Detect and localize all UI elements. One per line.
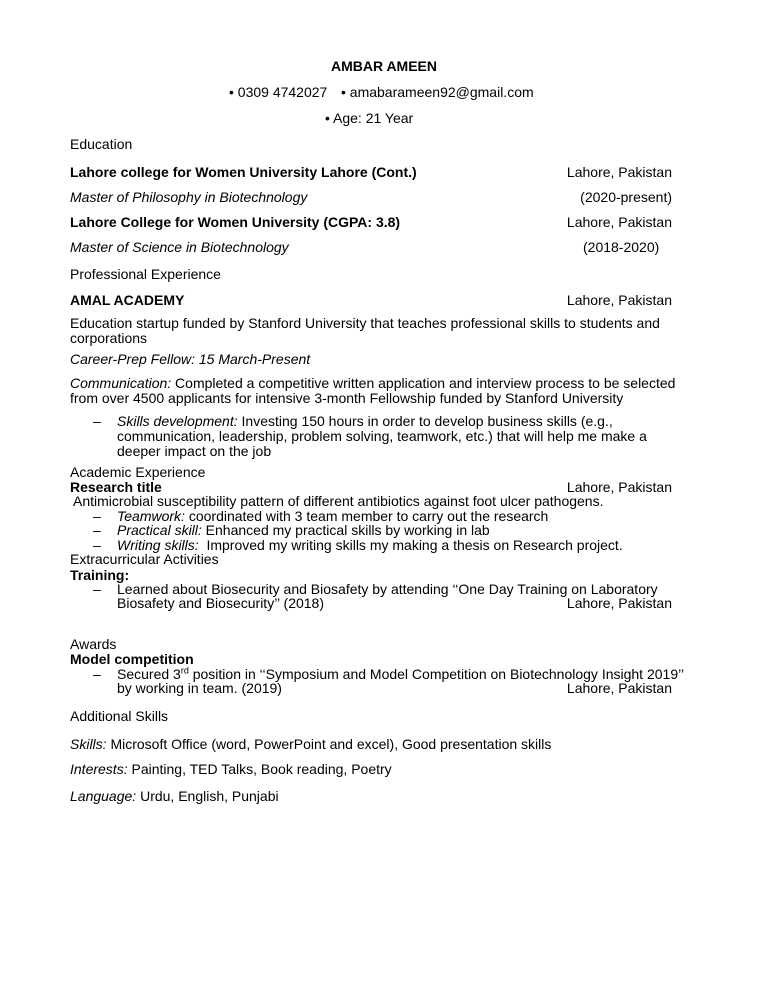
language-label: Language: bbox=[70, 788, 137, 804]
item-text: coordinated with 3 team member to carry out the research bbox=[184, 508, 549, 524]
education-location-1: Lahore, Pakistan bbox=[566, 164, 672, 180]
research-location: Lahore, Pakistan bbox=[566, 479, 672, 495]
item-text: Enhanced my practical skills by working in lab bbox=[201, 522, 490, 538]
item-label: Writing skills: bbox=[117, 537, 199, 553]
additional-heading: Additional Skills bbox=[70, 708, 169, 724]
communication-text: Completed a competitive written application and interview process to be selected bbox=[171, 375, 676, 391]
item-label: Teamwork: bbox=[117, 508, 185, 524]
awards-heading: Awards bbox=[70, 636, 117, 652]
education-degree-2: Master of Science in Biotechnology bbox=[70, 239, 289, 255]
skills-development-label: Skills development: bbox=[117, 413, 238, 429]
interests-label: Interests: bbox=[70, 761, 128, 777]
education-dates-2: (2018-2020) bbox=[583, 239, 660, 255]
bullet-dash: – bbox=[93, 581, 101, 597]
bullet-dash: – bbox=[93, 537, 101, 553]
resume-name: AMBAR AMEEN bbox=[330, 58, 438, 74]
skills-text: Microsoft Office (word, PowerPoint and excel), Good presentation skills bbox=[106, 736, 552, 752]
communication-label: Communication: bbox=[70, 375, 172, 391]
bullet-dash: – bbox=[93, 413, 101, 429]
experience-heading: Professional Experience bbox=[70, 266, 221, 282]
extracurricular-heading: Extracurricular Activities bbox=[70, 551, 219, 567]
education-location-2: Lahore, Pakistan bbox=[566, 214, 672, 230]
age: • Age: 21 Year bbox=[325, 110, 414, 126]
experience-skills-development bbox=[117, 414, 647, 459]
interests-text: Painting, TED Talks, Book reading, Poetry bbox=[127, 761, 392, 777]
experience-description bbox=[70, 316, 660, 346]
bullet-dash: – bbox=[93, 666, 101, 682]
award-superscript: rd bbox=[180, 665, 189, 676]
bullet-dash: – bbox=[93, 522, 101, 538]
award-location: Lahore, Pakistan bbox=[566, 680, 672, 696]
research-summary: Antimicrobial susceptibility pattern of different antibiotics against foot ulcer pathogens. bbox=[73, 493, 604, 509]
award-title: Model competition bbox=[70, 651, 194, 667]
education-school-2: Lahore College for Women University (CGPA: 3.8) bbox=[70, 214, 401, 230]
item-text: Improved my writing skills my making a thesis on Research project. bbox=[198, 537, 623, 553]
experience-role: Career-Prep Fellow: 15 March-Present bbox=[70, 351, 311, 367]
bullet-dash: – bbox=[93, 508, 101, 524]
experience-org: AMAL ACADEMY bbox=[70, 292, 185, 308]
additional-language bbox=[70, 789, 279, 804]
language-text: Urdu, English, Punjabi bbox=[136, 788, 279, 804]
experience-communication bbox=[70, 376, 675, 406]
skills-development-line: deeper impact on the job bbox=[117, 443, 272, 459]
experience-description-line: corporations bbox=[70, 330, 148, 346]
additional-interests bbox=[70, 762, 392, 777]
education-dates-1: (2020-present) bbox=[580, 189, 672, 205]
education-degree-1: Master of Philosophy in Biotechnology bbox=[70, 189, 308, 205]
additional-skills bbox=[70, 737, 551, 752]
research-title: Research title bbox=[70, 479, 162, 495]
award-text: Secured 3 bbox=[117, 666, 181, 682]
skills-development-text: Investing 150 hours in order to develop business skills (e.g., bbox=[237, 413, 613, 429]
skills-label: Skills: bbox=[70, 736, 107, 752]
experience-description-line: Education startup funded by Stanford University that teaches professional skills to students and bbox=[70, 315, 660, 331]
training-line2: Biosafety and Biosecurity’’ (2018) bbox=[117, 595, 324, 611]
phone-number: • 0309 4742027 bbox=[229, 84, 328, 100]
experience-location: Lahore, Pakistan bbox=[566, 292, 672, 308]
award-text: position in ‘‘Symposium and Model Competition on Biotechnology Insight 2019’’ bbox=[188, 666, 685, 682]
training-title: Training: bbox=[70, 567, 130, 583]
item-label: Practical skill: bbox=[117, 522, 202, 538]
academic-item-practical bbox=[117, 523, 490, 538]
award-line2: by working in team. (2019) bbox=[117, 680, 282, 696]
skills-development-line: communication, leadership, problem solving, teamwork, etc.) that will help me make a bbox=[117, 428, 647, 444]
education-school-1: Lahore college for Women University Lahore (Cont.) bbox=[70, 164, 417, 180]
education-heading: Education bbox=[70, 136, 133, 152]
training-location: Lahore, Pakistan bbox=[566, 595, 672, 611]
training-line1: Learned about Biosecurity and Biosafety by attending ‘‘One Day Training on Laboratory bbox=[117, 581, 658, 597]
academic-heading: Academic Experience bbox=[70, 464, 206, 480]
communication-text-line2: from over 4500 applicants for intensive 3-month Fellowship funded by Stanford University bbox=[70, 390, 624, 406]
email-address: • amabarameen92@gmail.com bbox=[341, 84, 534, 100]
